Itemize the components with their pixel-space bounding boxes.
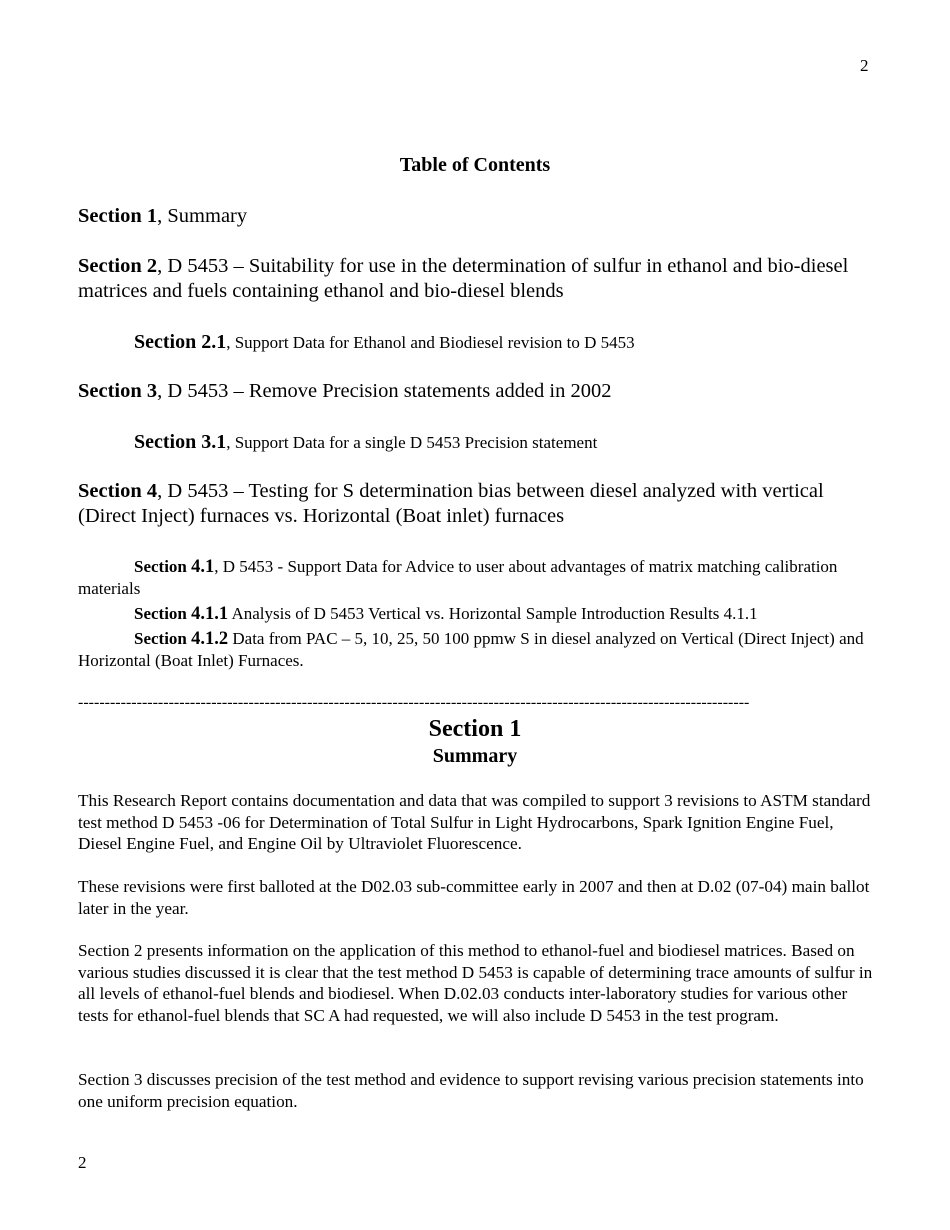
- toc-entry-label: Section 4.1.2: [134, 629, 229, 649]
- toc-entry-label: Section 2: [78, 255, 158, 277]
- section-title: Section 1: [428, 716, 522, 742]
- summary-paragraph: These revisions were first balloted at the D02.03 sub-committee early in 2007 and then at D.02 (07-04) main ballot later in the year.: [78, 877, 870, 918]
- toc-entry-label: Section 1: [78, 205, 158, 227]
- toc-entry-text: , Support Data for Ethanol and Biodiesel revision to D 5453: [226, 333, 635, 352]
- section-subtitle: Summary: [432, 745, 518, 767]
- toc-entry-text: Data from PAC – 5, 10, 25, 50 100 ppmw S in diesel analyzed on Vertical (Direct Inject) and Horizontal (Boat Inlet) Furnaces.: [78, 629, 864, 670]
- toc-entry-section-3[interactable]: [78, 379, 878, 404]
- toc-entry-text: , D 5453 - Support Data for Advice to user about advantages of matrix matching calibration materials: [78, 557, 838, 598]
- toc-entry-label: Section 4: [78, 480, 158, 502]
- toc-entry-section-1[interactable]: [78, 204, 878, 229]
- toc-entry-label: Section 2.1: [134, 331, 227, 353]
- toc-entry-section-2-1[interactable]: [134, 330, 874, 355]
- toc-entry-section-4-1-2[interactable]: [78, 628, 878, 672]
- toc-entry-text: Analysis of D 5453 Vertical vs. Horizontal Sample Introduction Results 4.1.1: [228, 604, 758, 623]
- summary-paragraph: This Research Report contains documentation and data that was compiled to support 3 revisions to ASTM standard test method D 5453 -06 for Determination of Total Sulfur in Light Hydrocarbons, Spark Ignition Engine Fuel, Diesel Engine Fuel, and Engine Oil by Ultraviolet Fluorescence.: [78, 791, 871, 853]
- toc-entry-text: , D 5453 – Testing for S determination bias between diesel analyzed with vertical (Direct Inject) furnaces vs. Horizontal (Boat inlet) furnaces: [78, 480, 824, 527]
- toc-entry-text: , D 5453 – Suitability for use in the determination of sulfur in ethanol and bio-diesel matrices and fuels containing ethanol and bio-diesel blends: [78, 255, 849, 302]
- toc-entry-text: , D 5453 – Remove Precision statements added in 2002: [157, 380, 612, 402]
- toc-entry-text: , Support Data for a single D 5453 Precision statement: [226, 433, 598, 452]
- toc-entry-section-4-1[interactable]: [78, 556, 878, 600]
- toc-entry-label: Section 3.1: [134, 431, 227, 453]
- toc-entry-section-2[interactable]: [78, 254, 878, 304]
- toc-entry-label: Section 4.1.1: [134, 604, 229, 624]
- toc-entry-section-4[interactable]: [78, 479, 878, 529]
- toc-entry-text: , Summary: [157, 205, 248, 227]
- page-number-bottom: 2: [78, 1153, 87, 1172]
- toc-entry-section-4-1-1[interactable]: [134, 603, 878, 625]
- section-divider: ------------------------------------------------------------------------------------------------------------------------------: [78, 694, 750, 711]
- summary-paragraph: Section 3 discusses precision of the test method and evidence to support revising various precision statements into one uniform precision equation.: [78, 1070, 864, 1111]
- summary-paragraph: Section 2 presents information on the application of this method to ethanol-fuel and biodiesel matrices. Based on various studies discussed it is clear that the test method D 5453 is capable of determining trace amounts of sulfur in all levels of ethanol-fuel blends and biodiesel. When D.02.03 conducts inter-laboratory studies for various other tests for ethanol-fuel blends that SC A had requested, we will also include D 5453 in the test program.: [78, 941, 873, 1025]
- toc-entry-label: Section 4.1: [134, 557, 215, 577]
- page-number-top: 2: [860, 56, 869, 75]
- toc-entry-label: Section 3: [78, 380, 158, 402]
- toc-entry-section-3-1[interactable]: [134, 430, 874, 455]
- toc-title: Table of Contents: [399, 154, 551, 176]
